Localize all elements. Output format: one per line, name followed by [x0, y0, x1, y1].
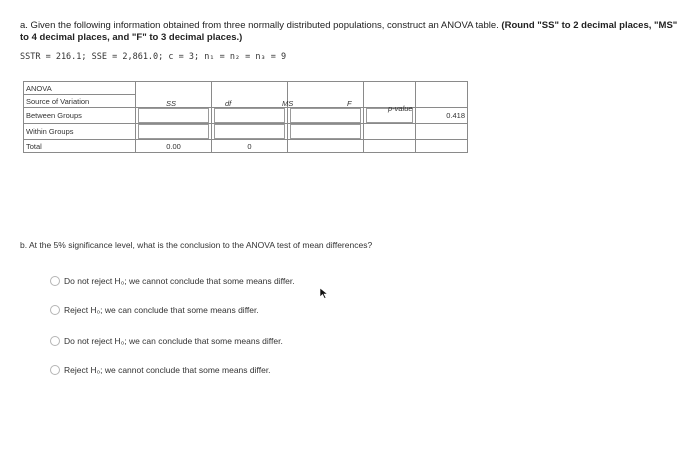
header-ss: SS — [166, 99, 177, 108]
radio-button[interactable] — [50, 276, 60, 286]
option-label: Do not reject H₀; we can conclude that some means differ. — [64, 336, 283, 346]
option-2[interactable] — [50, 305, 259, 315]
df-total-value: 0 — [212, 140, 288, 153]
row-label-total: Total — [24, 140, 136, 153]
question-a — [20, 20, 685, 44]
rounding-instructions: (Round "SS" to 2 decimal places, "MS" to 4 decimal places, and "F" to 3 decimal places.) — [20, 20, 678, 43]
question-a-text: a. Given the following information obtained from three normally distributed populations, construct an ANOVA table. — [20, 20, 499, 31]
empty-cell — [416, 140, 468, 153]
header-ms: MS — [282, 99, 294, 108]
empty-cell — [364, 140, 416, 153]
header-cell — [288, 82, 364, 108]
ss-between-input[interactable] — [138, 108, 209, 123]
empty-cell — [288, 140, 364, 153]
empty-cell — [364, 124, 416, 140]
row-label-within: Within Groups — [24, 124, 136, 140]
ms-between-input[interactable] — [290, 108, 361, 123]
radio-button[interactable] — [50, 305, 60, 315]
option-label: Do not reject H₀; we cannot conclude that some means differ. — [64, 276, 295, 286]
header-f: F — [347, 99, 352, 108]
option-label: Reject H₀; we cannot conclude that some means differ. — [64, 365, 271, 375]
mouse-cursor-icon — [319, 287, 329, 299]
header-cell — [212, 82, 288, 108]
header-pvalue: p-value — [388, 104, 413, 113]
question-b-text: b. At the 5% significance level, what is the conclusion to the ANOVA test of mean differences? — [20, 240, 373, 250]
option-label: Reject H₀; we can conclude that some means differ. — [64, 305, 259, 315]
header-source: Source of Variation — [24, 95, 136, 108]
df-between-input[interactable] — [214, 108, 285, 123]
empty-cell — [416, 124, 468, 140]
ss-within-input[interactable] — [138, 124, 209, 139]
radio-button[interactable] — [50, 336, 60, 346]
option-3[interactable] — [50, 336, 283, 346]
ss-total-value: 0.00 — [136, 140, 212, 153]
header-df: df — [225, 99, 232, 108]
row-label-between: Between Groups — [24, 108, 136, 124]
option-1[interactable] — [50, 276, 295, 286]
df-within-input[interactable] — [214, 124, 285, 139]
option-4[interactable] — [50, 365, 271, 375]
given-values: SSTR = 216.1; SSE = 2,861.0; c = 3; n₁ = n₂ = n₃ = 9 — [20, 52, 287, 62]
radio-button[interactable] — [50, 365, 60, 375]
header-cell — [416, 82, 468, 108]
p-value-cell: 0.418 — [416, 108, 468, 124]
ms-within-input[interactable] — [290, 124, 361, 139]
table-title: ANOVA — [24, 82, 136, 95]
anova-table — [23, 81, 468, 153]
